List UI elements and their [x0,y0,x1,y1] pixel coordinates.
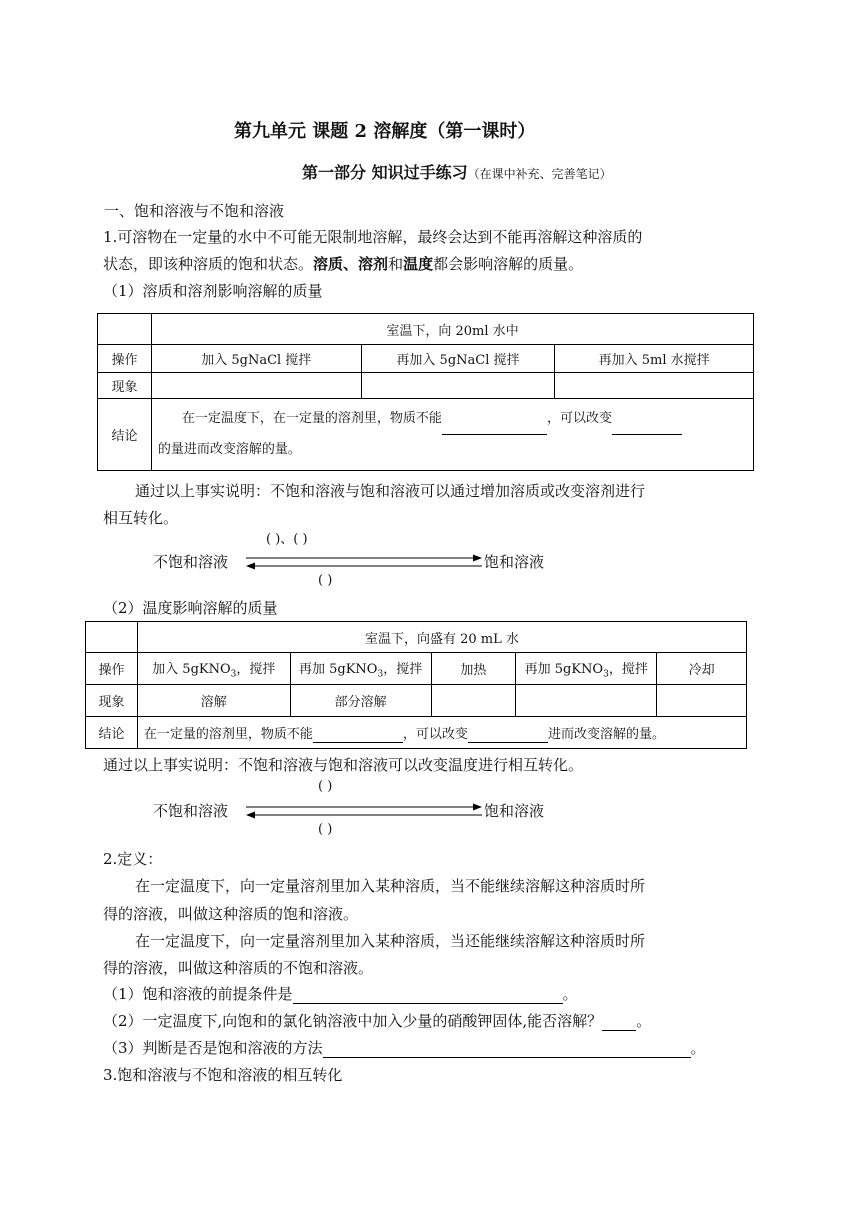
diagram1-right-label: 饱和溶液 [484,553,545,571]
answer-blank[interactable] [468,727,548,743]
paragraph-2-line-1: 通过以上事实说明：不饱和溶液与饱和溶液可以通过增加溶质或改变溶剂进行 [135,482,646,500]
table1-header: 室温下，向 20ml 水中 [151,314,753,345]
table-row [98,399,754,471]
table1-phenomenon-cell[interactable] [151,373,361,399]
keyword-solvent: 溶剂 [358,255,389,273]
table1-phenomenon-cell[interactable] [361,373,555,399]
question-3 [103,1037,706,1058]
section-heading-1: 一、饱和溶液与不饱和溶液 [104,202,285,220]
table-solute-solvent [97,313,754,471]
definition-2-line-1: 在一定温度下，向一定量溶剂里加入某种溶质，当还能继续溶解这种溶质时所 [135,932,646,950]
subheading-2: （2）温度影响溶解的质量 [103,599,278,617]
part-note: （在课中补充、完善笔记） [467,167,612,181]
answer-blank[interactable] [602,1012,636,1031]
keyword-solute: 溶质 [313,255,344,273]
page-title: 第九单元 课题 2 溶解度（第一课时） [234,121,536,142]
table2-op-2 [290,653,431,685]
question-2-end: 。 [636,1012,652,1030]
table1-op-3: 再加入 5ml 水搅拌 [555,345,754,373]
table1-row-label-conclusion: 结论 [98,399,152,471]
table-row [98,373,754,399]
table-corner-cell [98,314,152,345]
table-row [86,717,747,749]
table-row [86,622,747,653]
answer-blank[interactable] [323,1039,691,1058]
question-3-end: 。 [690,1039,706,1057]
table1-row-label-phenomenon: 现象 [98,373,152,399]
table2-row-label-conclusion: 结论 [86,717,138,749]
table-row [98,314,754,345]
table1-conclusion-text-c: 的量进而改变溶解的量。 [157,442,301,457]
subscript: 3 [230,669,237,680]
op-text: ，搅拌 [383,661,423,677]
keyword-temperature: 温度 [403,255,434,273]
diagram1-left-label: 不饱和溶液 [153,553,229,571]
paragraph-1-text-a: 状态，即该种溶质的饱和状态。 [103,255,314,273]
table2-row-label-phenomenon: 现象 [86,685,138,717]
subscript: 3 [603,669,609,680]
table2-conclusion-text-b: ，可以改变 [402,726,468,742]
diagram2-right-label: 饱和溶液 [484,802,545,820]
table2-conclusion-text-a: 在一定量的溶剂里，物质不能 [143,726,313,742]
paragraph-1-and: 和 [388,255,404,273]
part-heading [302,160,612,183]
table2-op-3: 加热 [431,653,516,685]
answer-blank[interactable] [313,727,403,743]
table1-op-1: 加入 5gNaCl 搅拌 [151,345,361,373]
question-1-text: （1）饱和溶液的前提条件是 [103,985,293,1003]
op-text: ，搅拌 [236,661,276,677]
paragraph-3: 通过以上事实说明：不饱和溶液与饱和溶液可以改变温度进行相互转化。 [103,756,584,774]
section-heading-3: 3.饱和溶液与不饱和溶液的相互转化 [103,1066,343,1084]
question-1-end: 。 [562,985,578,1003]
table2-op-5: 冷却 [657,653,747,685]
table-corner-cell [86,622,138,653]
diagram2-bottom-blank[interactable]: ( ) [318,822,333,837]
table1-row-label-operation: 操作 [98,345,152,373]
table2-phenomenon-cell[interactable] [516,685,657,717]
answer-blank[interactable] [293,985,563,1004]
op-text: 加入 5gKNO [152,661,231,677]
table2-phenomenon-cell[interactable] [657,685,747,717]
definition-1-line-1: 在一定温度下，向一定量溶剂里加入某种溶质，当不能继续溶解这种溶质时所 [135,877,646,895]
table2-conclusion [137,717,746,749]
table-row [86,685,747,717]
table2-op-4 [516,653,657,685]
diagram2-top-blank[interactable]: ( ) [318,779,333,794]
op-text: 再加 5gKNO [298,661,378,677]
keyword-separator: 、 [343,255,359,273]
diagram1-bottom-blank[interactable]: ( ) [318,573,333,588]
subscript: 3 [377,669,384,680]
table1-conclusion-text-b: ，可以改变 [546,411,612,426]
question-3-text: （3）判断是否是饱和溶液的方法 [103,1039,323,1057]
definition-1-line-2: 得的溶液，叫做这种溶质的饱和溶液。 [103,905,359,923]
definition-heading: 2.定义： [103,850,163,868]
table-row [98,345,754,373]
diagram2-left-label: 不饱和溶液 [153,802,229,820]
op-text: ，搅拌 [608,661,648,677]
part-title: 第一部分 知识过手练习 [302,163,468,182]
question-1 [103,983,578,1004]
op-text: 再加 5gKNO [524,661,604,677]
diagram1-top-blank[interactable]: ( )、( ) [266,532,308,547]
table2-header: 室温下，向盛有 20 mL 水 [137,622,746,653]
table2-phenomenon-2: 部分溶解 [290,685,431,717]
paragraph-1-text-b: 都会影响溶解的质量。 [433,255,584,273]
table1-op-2: 再加入 5gNaCl 搅拌 [361,345,555,373]
table1-conclusion [151,399,753,471]
answer-blank[interactable] [612,404,682,435]
diagram2-arrows [244,802,484,820]
question-2 [103,1010,651,1031]
definition-2-line-2: 得的溶液，叫做这种溶质的不饱和溶液。 [103,959,374,977]
table2-conclusion-text-c: 进而改变溶解的量。 [547,726,665,742]
paragraph-1-line-1: 1.可溶物在一定量的水中不可能无限制地溶解，最终会达到不能再溶解这种溶质的 [103,228,643,246]
table2-row-label-operation: 操作 [86,653,138,685]
question-2-text: （2）一定温度下,向饱和的氯化钠溶液中加入少量的硝酸钾固体,能否溶解？ [103,1012,603,1030]
paragraph-2-line-2: 相互转化。 [103,509,179,527]
table1-conclusion-text-a: 在一定温度下，在一定量的溶剂里，物质不能 [181,411,442,426]
answer-blank[interactable] [442,404,547,435]
subheading-1: （1）溶质和溶剂影响溶解的质量 [103,282,323,300]
table2-phenomenon-1: 溶解 [137,685,290,717]
diagram1-arrows [244,553,484,571]
table1-phenomenon-cell[interactable] [555,373,754,399]
table-temperature [85,621,747,749]
table-row [86,653,747,685]
table2-op-1 [137,653,290,685]
paragraph-1-line-2 [103,253,583,274]
table2-phenomenon-cell[interactable] [431,685,516,717]
